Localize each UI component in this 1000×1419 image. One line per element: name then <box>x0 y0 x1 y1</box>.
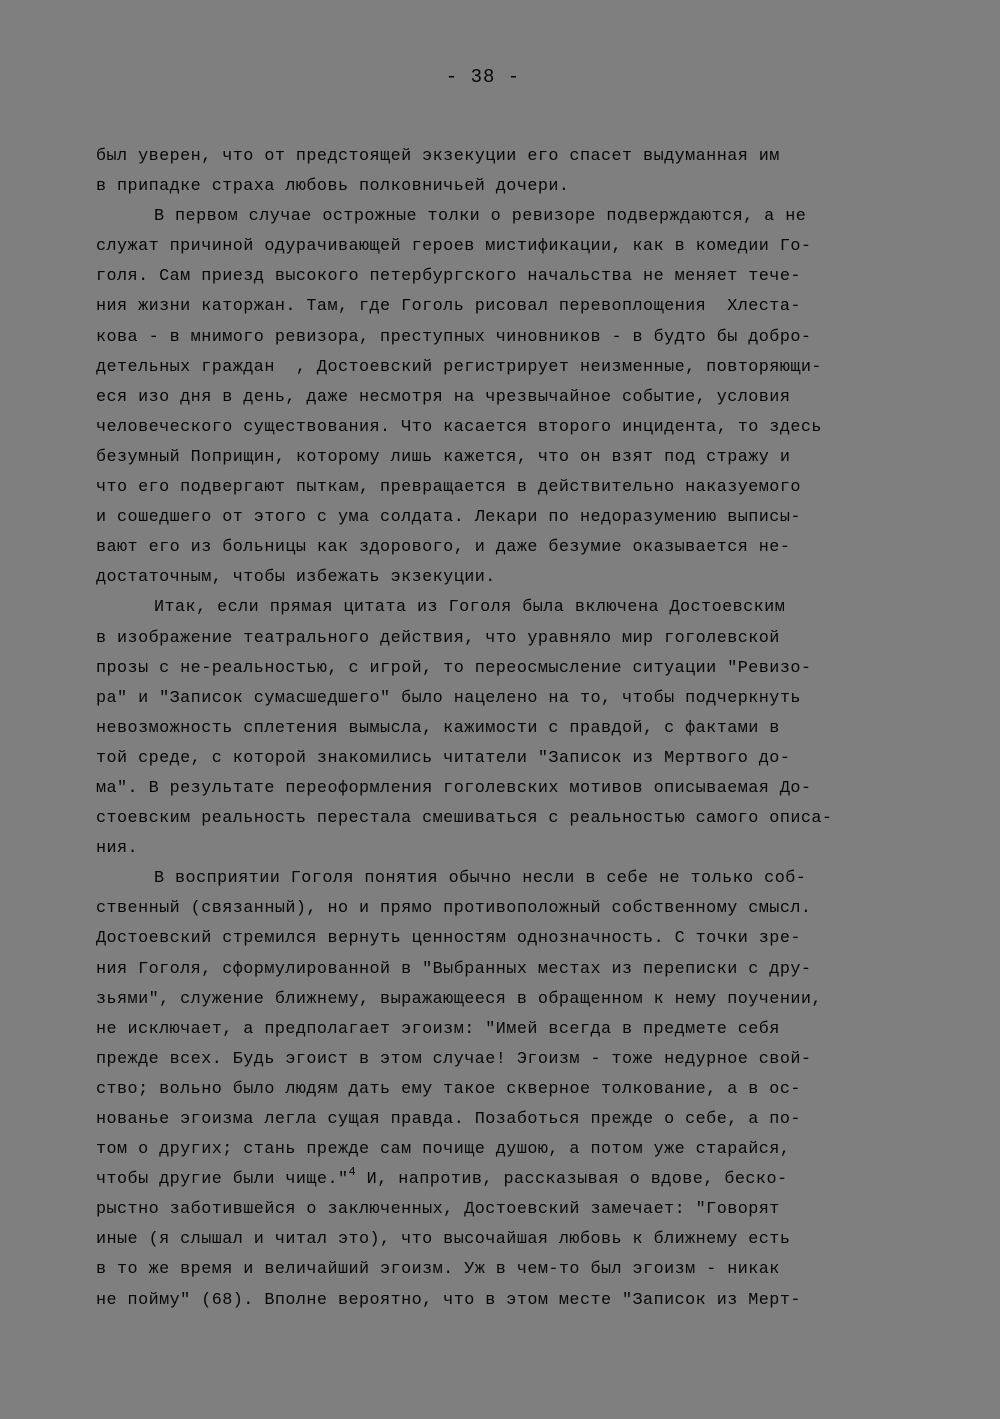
text-line <box>96 533 926 563</box>
text-line <box>96 563 926 593</box>
text-line-content: иные (я слышал и читал это), что высочайшая любовь к ближнему есть <box>96 1230 791 1250</box>
text-line-content: Достоевский стремился вернуть ценностям однозначность. С точки зре- <box>96 929 801 949</box>
text-line <box>96 443 926 473</box>
text-line-content: ния жизни каторжан. Там, где Гоголь рисовал перевоплощения Хлеста- <box>96 297 801 317</box>
text-line <box>96 1255 926 1285</box>
text-line <box>96 323 926 353</box>
text-line <box>96 864 926 894</box>
text-line-content: в припадке страха любовь полковничьей дочери. <box>96 177 570 197</box>
text-line-content: не пойму" (68). Вполне вероятно, что в этом месте "Записок из Мерт- <box>96 1290 801 1310</box>
text-line-content: невозможность сплетения вымысла, кажимости с правдой, с фактами в <box>96 718 780 738</box>
text-line-content: том о других; стань прежде сам почище душою, а потом уже старайся, <box>96 1140 791 1160</box>
text-line-content: вают его из больницы как здорового, и даже безумие оказывается не- <box>96 538 791 558</box>
text-line <box>96 744 926 774</box>
text-line <box>96 714 926 744</box>
text-line-content: достаточным, чтобы избежать экзекуции. <box>96 568 496 588</box>
text-line-content: нованье эгоизма легла сущая правда. Позаботься прежде о себе, а по- <box>96 1110 801 1129</box>
text-line-content: чтобы другие были чище." <box>96 1170 349 1190</box>
text-line-content: ственный (связанный), но и прямо противоположный собственному смысл. <box>96 899 812 919</box>
text-line-content: ра" и "Записок сумасшедшего" было нацелено на то, чтобы подчеркнуть <box>96 688 801 708</box>
text-line <box>96 503 926 533</box>
text-line-continuation: И, напротив, рассказывая о вдове, беско- <box>356 1170 788 1190</box>
text-line <box>96 1015 926 1045</box>
text-line-content: человеческого существования. Что касается второго инцидента, то здесь <box>96 417 822 437</box>
text-line-content: кова - в мнимого ревизора, преступных чиновников - в будто бы добро- <box>96 327 812 347</box>
text-line <box>96 1165 926 1195</box>
text-line <box>96 834 926 864</box>
text-line-content: ния Гоголя, сформулированной в "Выбранных местах из переписки с дру- <box>96 959 812 979</box>
text-line-content: прозы с не-реальностью, с игрой, то переосмысление ситуации "Ревизо- <box>96 658 812 678</box>
text-line-content: стоевским реальность перестала смешиваться с реальностью самого описа- <box>96 809 833 829</box>
text-line-content: ма". В результате переоформления гоголевских мотивов описываемая До- <box>96 778 812 798</box>
text-line-content: что его подвергают пыткам, превращается в действительно наказуемого <box>96 478 801 498</box>
text-line <box>96 142 926 172</box>
text-line-content: прежде всех. Будь эгоист в этом случае! Эгоизм - тоже недурное свой- <box>96 1049 812 1069</box>
text-line <box>96 473 926 503</box>
text-line <box>96 1225 926 1255</box>
text-line-content: в то же время и величайший эгоизм. Уж в чем-то был эгоизм - никак <box>96 1260 780 1280</box>
text-line-content: зьями", служение ближнему, выражающееся в обращенном к нему поучении, <box>96 989 822 1009</box>
text-line <box>96 1286 926 1316</box>
text-line <box>96 774 926 804</box>
text-line <box>96 353 926 383</box>
text-line <box>96 232 926 262</box>
text-line <box>96 1045 926 1075</box>
text-line <box>96 292 926 322</box>
text-line <box>96 413 926 443</box>
text-line-content: рыстно заботившейся о заключенных, Достоевский замечает: "Говорят <box>96 1200 780 1220</box>
text-line <box>96 1135 926 1165</box>
text-line-content: детельных граждан , Достоевский регистрирует неизменные, повторяющи- <box>96 357 822 377</box>
text-line-content: был уверен, что от предстоящей экзекуции его спасет выдуманная им <box>96 147 780 166</box>
text-line-content: голя. Сам приезд высокого петербургского начальства не меняет тече- <box>96 267 801 287</box>
text-line-content: ство; вольно было людям дать ему такое скверное толкование, а в ос- <box>96 1079 801 1099</box>
body-text <box>96 142 926 1316</box>
text-line <box>96 262 926 292</box>
text-line <box>96 654 926 684</box>
text-line-content: В первом случае острожные толки о ревизоре подверждаются, а не <box>154 207 807 227</box>
text-line <box>96 894 926 924</box>
text-line <box>96 955 926 985</box>
text-line <box>96 593 926 623</box>
text-line <box>96 924 926 954</box>
text-line <box>96 383 926 413</box>
text-line <box>96 1105 926 1135</box>
text-line-content: не исключает, а предполагает эгоизм: "Имей всегда в предмете себя <box>96 1019 780 1039</box>
text-line <box>96 985 926 1015</box>
text-line <box>96 172 926 202</box>
text-line-content: Итак, если прямая цитата из Гоголя была включена Достоевским <box>154 598 786 618</box>
text-line <box>96 684 926 714</box>
text-line-content: той среде, с которой знакомились читатели "Записок из Мертвого до- <box>96 748 791 768</box>
text-line-content: ния. <box>96 839 139 859</box>
text-line <box>96 624 926 654</box>
text-line <box>96 1075 926 1105</box>
text-line-content: в изображение театрального действия, что уравняло мир гоголевской <box>96 628 780 648</box>
text-line-content: еся изо дня в день, даже несмотря на чрезвычайное событие, условия <box>96 387 791 407</box>
text-line <box>96 1195 926 1225</box>
text-line-content: служат причиной одурачивающей героев мистификации, как в комедии Го- <box>96 237 812 257</box>
page-number: - 38 - <box>445 66 521 88</box>
text-line <box>96 202 926 232</box>
text-line-content: и сошедшего от этого с ума солдата. Лекари по недоразумению выписы- <box>96 508 801 528</box>
footnote-marker: 4 <box>348 1165 357 1180</box>
text-line-content: безумный Поприщин, которому лишь кажется, что он взят под стражу и <box>96 447 791 467</box>
text-line <box>96 804 926 834</box>
text-line-content: В восприятии Гоголя понятия обычно несли в себе не только соб- <box>154 869 807 889</box>
